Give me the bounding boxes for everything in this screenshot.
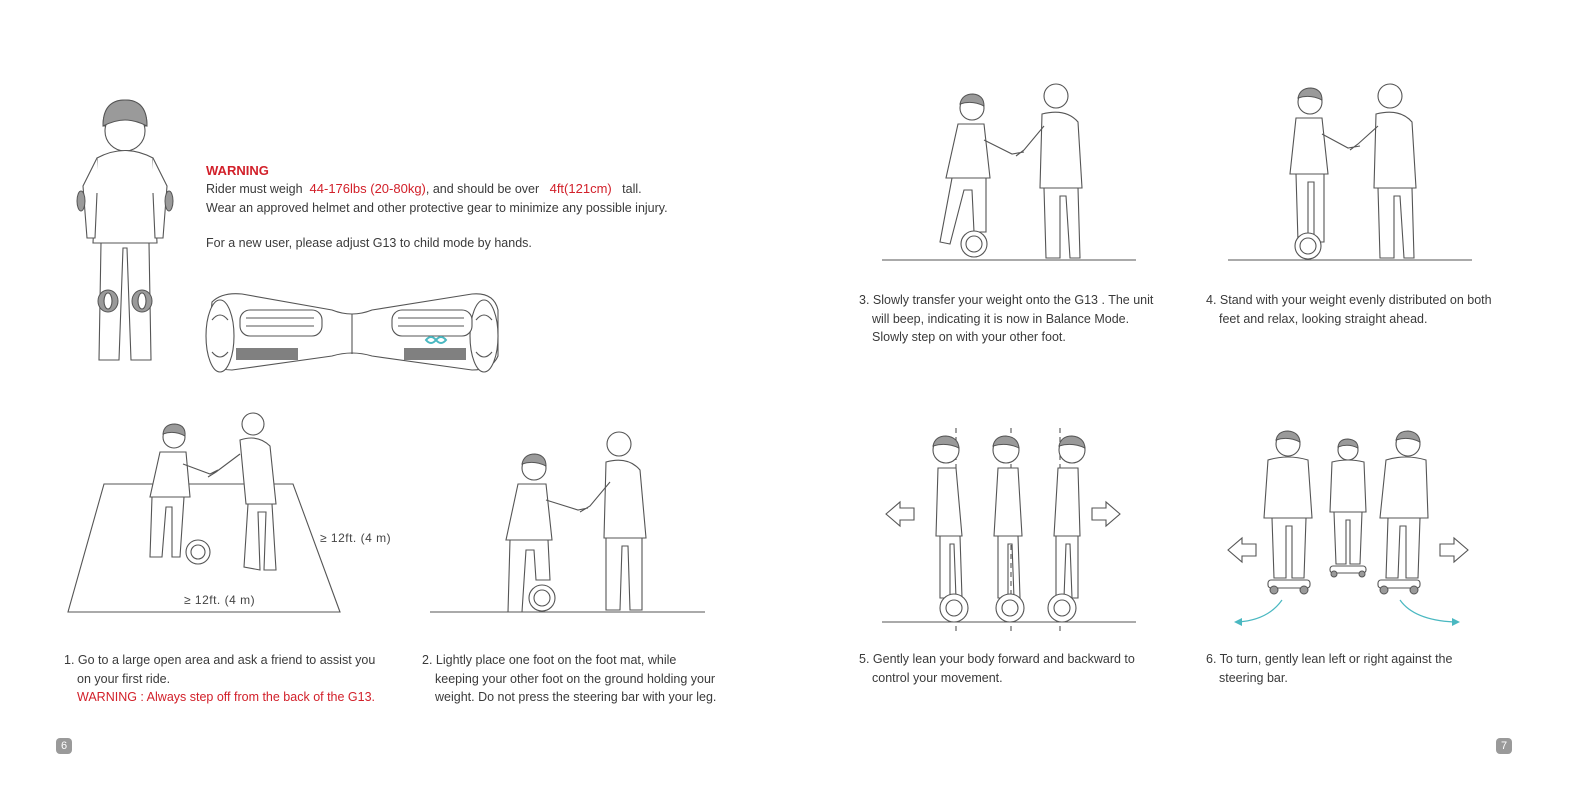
step5-caption (859, 650, 1135, 687)
warning-weight-line (206, 180, 642, 199)
step6-line1: 6. To turn, gently lean left or right against the (1206, 652, 1453, 666)
height-value: 4ft(121cm) (549, 181, 612, 196)
step5-line1: 5. Gently lean your body forward and backward to (859, 652, 1135, 666)
rider-upright-figure (993, 436, 1024, 622)
step4-line1: 4. Stand with your weight evenly distributed on both (1206, 293, 1492, 307)
step5-illustration (882, 426, 1138, 636)
area-bottom-dimension: ≥ 12ft. (4 m) (184, 593, 256, 607)
step2-caption (422, 651, 716, 707)
page-number-left: 6 (56, 738, 72, 754)
step1-caption (64, 651, 375, 707)
weight-value: 44-176lbs (20-80kg) (309, 181, 426, 196)
step3-illustration (882, 82, 1138, 264)
child-rider-illustration (75, 98, 175, 364)
area-side-dimension: ≥ 12ft. (4 m) (320, 531, 392, 545)
step6-caption (1206, 650, 1452, 687)
step2-line1: 2. Lightly place one foot on the foot mat, while (422, 653, 677, 667)
step4-caption (1206, 291, 1492, 328)
warning-title: WARNING (206, 163, 269, 178)
arrow-right-icon (1440, 538, 1468, 562)
height-prefix: , and should be over (425, 182, 540, 196)
warning-gear-line: Wear an approved helmet and other protective gear to minimize any possible injury. (206, 201, 668, 215)
step1-line1: 1. Go to a large open area and ask a friend to assist you (64, 653, 376, 667)
step1-line2: on your first ride. (77, 671, 171, 686)
step4-illustration (1228, 82, 1474, 264)
step2-line3: weight. Do not press the steering bar with your leg. (435, 690, 717, 704)
child-mode-note: For a new user, please adjust G13 to child mode by hands. (206, 236, 532, 250)
arrow-left-icon (886, 502, 914, 526)
step3-line1: 3. Slowly transfer your weight onto the G13 . The unit (859, 293, 1154, 307)
rider-right-figure (1378, 431, 1428, 594)
rider-left-figure (1264, 431, 1312, 594)
arrow-right-icon (1092, 502, 1120, 526)
arrow-left-icon (1228, 538, 1256, 562)
height-suffix: tall. (622, 182, 642, 196)
step6-line2: steering bar. (1219, 670, 1288, 685)
step3-line2: will beep, indicating it is now in Balance Mode. (872, 311, 1130, 326)
rider-center-figure (1330, 439, 1366, 577)
step2-illustration (430, 430, 706, 616)
page-number-right: 7 (1496, 738, 1512, 754)
rider-lean-forward-figure (1048, 436, 1085, 622)
hoverboard-illustration (202, 290, 502, 376)
step3-caption (859, 291, 1153, 347)
step2-line2: keeping your other foot on the ground holding your (435, 671, 716, 686)
step3-line3: Slowly step on with your other foot. (872, 330, 1066, 344)
step4-line2: feet and relax, looking straight ahead. (1219, 311, 1428, 326)
rider-lean-back-figure (933, 436, 968, 622)
weight-prefix: Rider must weigh (206, 182, 303, 196)
step6-illustration (1228, 428, 1470, 628)
step1-illustration (68, 412, 348, 617)
step1-warning: WARNING : Always step off from the back of the G13. (77, 690, 376, 704)
step5-line2: control your movement. (872, 670, 1003, 685)
